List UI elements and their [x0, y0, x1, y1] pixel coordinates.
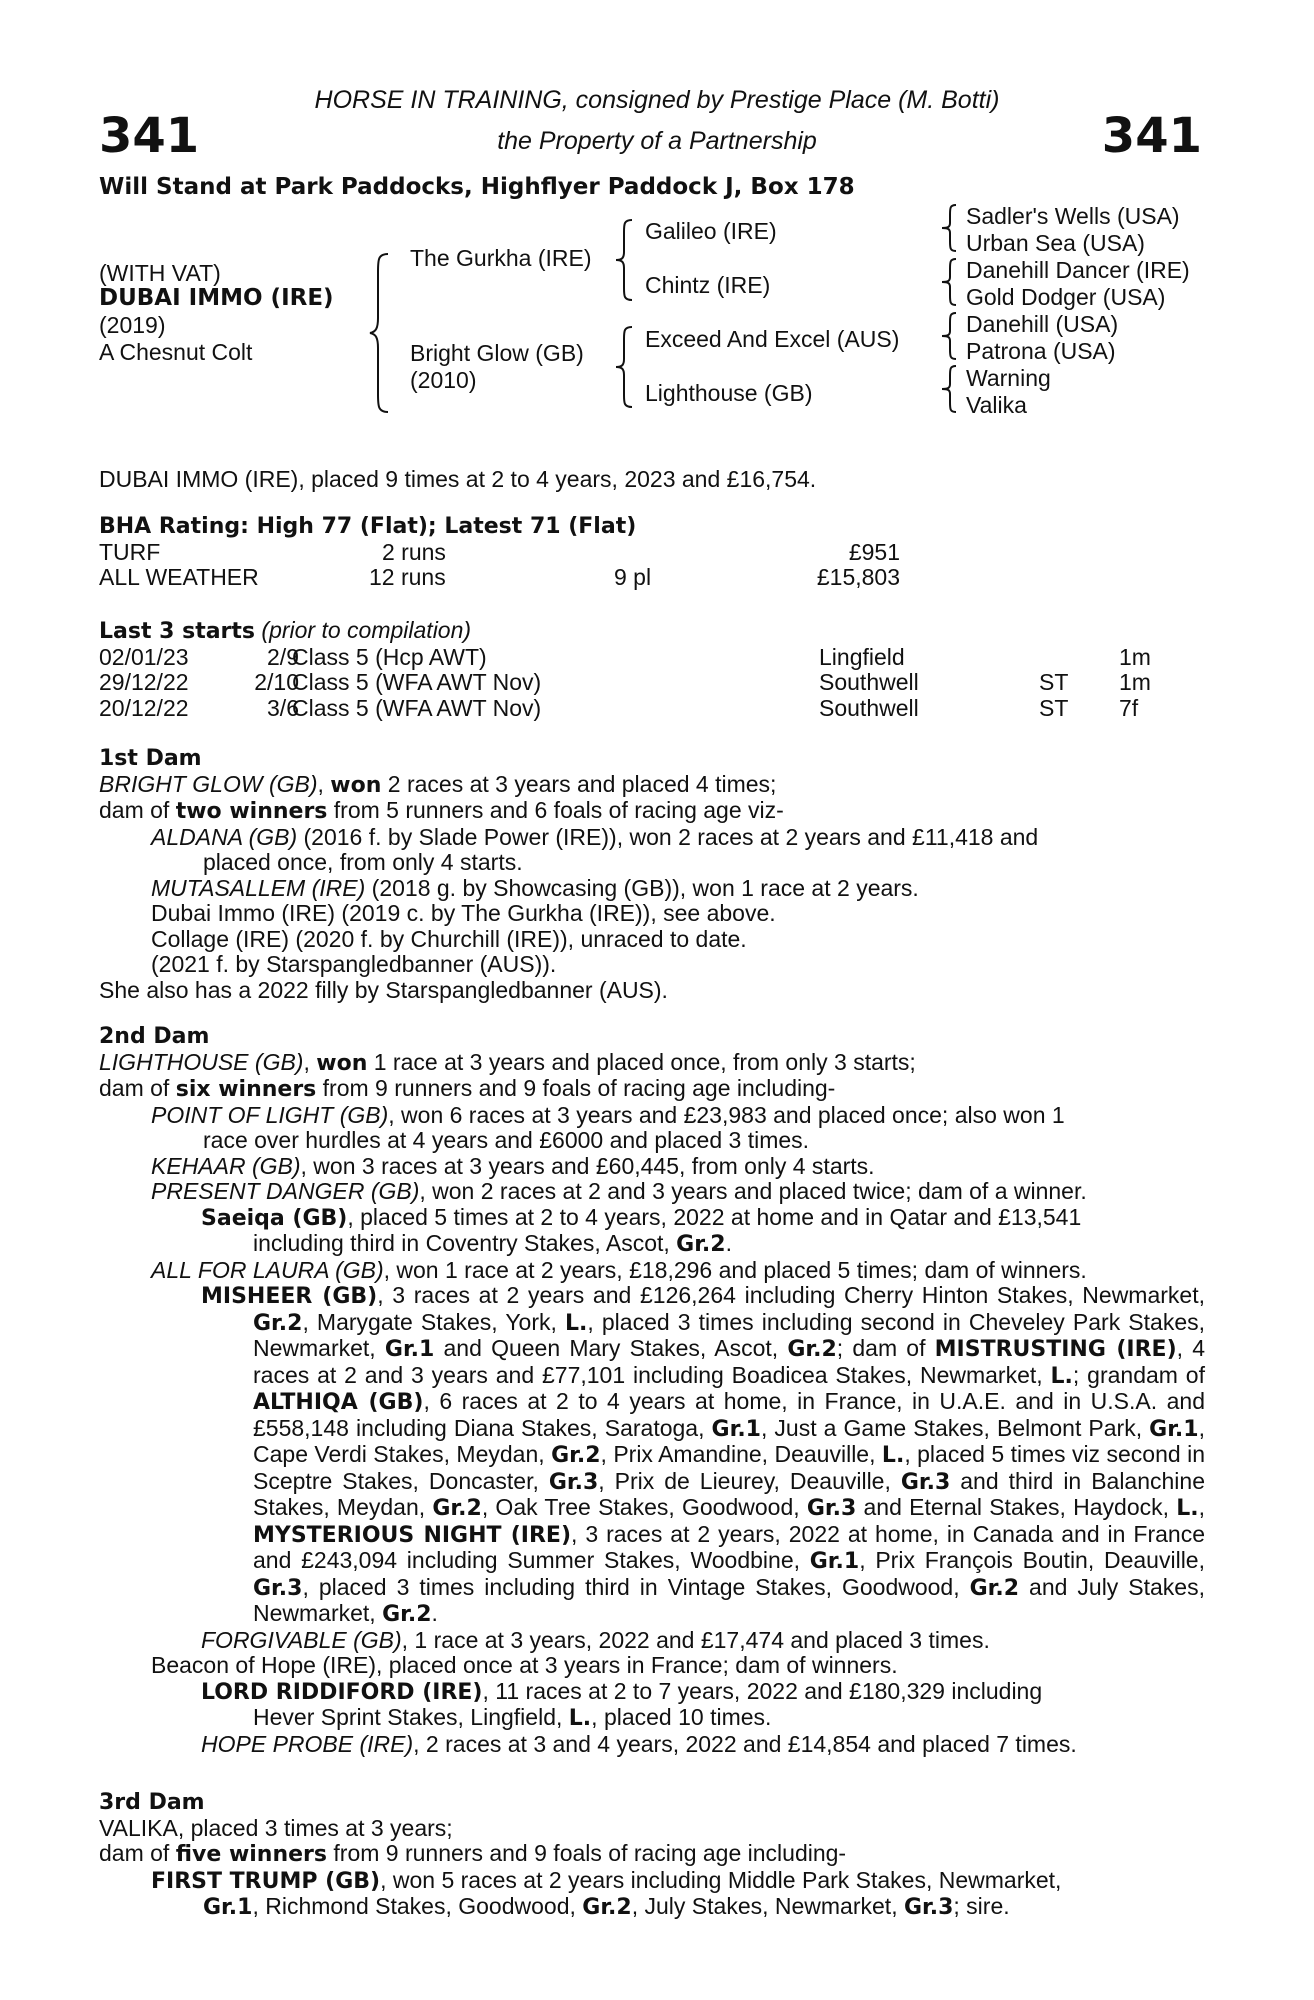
offspring-entry: [99, 876, 1205, 902]
misheer-text: , Just a Game Stakes, Belmont Park,: [760, 1414, 1150, 1441]
offspring-text: (2016 f. by Slade Power (IRE)), won 2 races at 2 years and £11,418 and: [297, 823, 1039, 850]
misheer-entry: [99, 1283, 1205, 1628]
winners-count: five winners: [175, 1842, 328, 1867]
misheer-text: and third in Balanchine Stakes, Meydan,: [253, 1467, 1205, 1520]
misheer-text: , placed 3 times including second in Cheveley Park Stakes, Newmarket,: [253, 1308, 1206, 1361]
won-label: won: [330, 772, 382, 798]
start-course: Southwell: [819, 694, 919, 721]
start-date: 20/12/22: [99, 694, 189, 721]
dam-name: BRIGHT GLOW (GB): [99, 770, 318, 797]
misheer-text: ,: [1198, 1494, 1206, 1520]
offspring-name: MISTRUSTING (IRE): [934, 1337, 1177, 1362]
offspring-name: FORGIVABLE (GB): [201, 1626, 402, 1653]
first-dam-title: 1st Dam: [99, 746, 202, 771]
start-race: Class 5 (WFA AWT Nov): [292, 669, 542, 695]
pedigree-dam-sire: Exceed And Excel (AUS): [645, 326, 900, 352]
misheer-text: , Prix de Lieurey, Deauville,: [598, 1467, 901, 1494]
last-starts-note: (prior to compilation): [261, 617, 472, 643]
offspring-entry: [99, 1258, 1205, 1284]
offspring-name: POINT OF LIGHT (GB): [151, 1101, 389, 1128]
pedigree-dam-dam: Lighthouse (GB): [645, 380, 813, 406]
rating-surface: ALL WEATHER: [99, 564, 259, 590]
misheer-text: , Marygate Stakes, York,: [302, 1308, 565, 1335]
consignor-line: HORSE IN TRAINING, consigned by Prestige Place (M. Botti): [314, 86, 1000, 114]
offspring-text-end: .: [725, 1230, 732, 1256]
misheer-text: and Queen Mary Stakes, Ascot,: [434, 1335, 788, 1361]
offspring-text-cont: including third in Coventry Stakes, Ascot,: [253, 1230, 677, 1256]
offspring-text-cont: Hever Sprint Stakes, Lingfield,: [253, 1704, 569, 1730]
misheer-text: , placed 3 times including third in Vintage Stakes, Goodwood,: [302, 1573, 970, 1600]
offspring-name: FIRST TRUMP (GB): [151, 1868, 381, 1894]
grade-label: L.: [1176, 1496, 1199, 1521]
pedigree-brace-5: [940, 257, 960, 307]
misheer-text: , Prix François Boutin, Deauville,: [859, 1547, 1205, 1573]
start-distance: 7f: [1119, 694, 1139, 721]
offspring-text-cont: ; sire.: [953, 1893, 1010, 1919]
pedigree-g3-8: Valika: [966, 392, 1027, 418]
start-course: Lingfield: [819, 643, 905, 670]
pedigree-sire-sire: Galileo (IRE): [645, 218, 777, 244]
rating-earnings: £15,803: [816, 564, 900, 590]
first-dam-section: 1st Dam BRIGHT GLOW (GB), won 2 races at 3 years and placed 4 times; dam of two winners from 5 runners and 6 foals of racing age viz- ALDANA (GB) (2016 f. by Slade Power (IRE)), won 2 races at 2 years and £11,418 and placed once, from only 4 starts. MUTASALLEM (IRE) (2018 g. by Showcasing (GB)), won 1 race at 2 years. Dubai Immo (IRE) (2019 c. by The Gurkha (IRE)), see above. Collage (IRE) (2020 f. by Churchill (IRE)), unraced to date. (2021 f. by Starspangledbanner (AUS)). She also has a 2022 filly by Starspangledbanner (AUS).: [99, 746, 1205, 1003]
horse-year: (2019): [99, 312, 166, 338]
start-race: Class 5 (Hcp AWT): [292, 643, 487, 670]
horse-description: A Chesnut Colt: [99, 339, 253, 365]
offspring-text: Collage (IRE) (2020 f. by Churchill (IRE)), unraced to date.: [151, 925, 747, 952]
offspring-text-end: , placed 10 times.: [591, 1704, 772, 1730]
pedigree-sire: The Gurkha (IRE): [410, 245, 592, 271]
start-position: 2/9: [267, 643, 299, 670]
grade-label: Gr.1: [711, 1416, 761, 1442]
misheer-text: ; grandam of: [1072, 1361, 1205, 1388]
rating-earnings: £951: [848, 538, 900, 565]
pedigree-g3-7: Warning: [966, 365, 1051, 391]
pedigree-g3-4: Gold Dodger (USA): [966, 284, 1166, 310]
property-line: the Property of a Partnership: [497, 127, 817, 155]
grade-label: Gr.1: [203, 1895, 253, 1920]
offspring-text: (2018 g. by Showcasing (GB)), won 1 race at 2 years.: [365, 874, 919, 901]
dam-produce-record: from 9 runners and 9 foals of racing age including-: [316, 1075, 836, 1101]
pedigree-g3-1: Sadler's Wells (USA): [966, 203, 1180, 229]
pedigree-g3-5: Danehill (USA): [966, 311, 1119, 337]
last-starts-title: Last 3 starts: [99, 619, 256, 644]
start-row: [99, 696, 1205, 722]
start-date: 02/01/23: [99, 643, 189, 670]
grade-label: Gr.1: [1149, 1416, 1199, 1442]
misheer-text: , Cape Verdi Stakes, Meydan,: [253, 1414, 1205, 1467]
misheer-text: , 6 races at 2 to 4 years at home, in France, in U.A.E. and in U.S.A. and £558,148 including Diana Stakes, Saratoga,: [253, 1388, 1205, 1441]
offspring-entry: [99, 1103, 1205, 1154]
dam-produce-record: from 9 runners and 9 foals of racing age including-: [327, 1840, 847, 1866]
race-summary: DUBAI IMMO (IRE), placed 9 times at 2 to 4 years, 2023 and £16,754.: [99, 466, 817, 492]
offspring-text: , placed 5 times at 2 to 4 years, 2022 at home and in Qatar and £13,541: [347, 1203, 1082, 1230]
misheer-text: , 3 races at 2 years, 2022 at home, in Canada and in France and £243,094 including Summer Stakes, Woodbine,: [253, 1520, 1205, 1573]
offspring-name: MISHEER (GB): [201, 1284, 378, 1309]
pedigree-g3-3: Danehill Dancer (IRE): [966, 257, 1190, 283]
start-distance: 1m: [1119, 643, 1151, 670]
rating-title: BHA Rating: High 77 (Flat); Latest 71 (Flat): [99, 514, 637, 539]
offspring-entry: Beacon of Hope (IRE), placed once at 3 years in France; dam of winners.: [151, 1652, 898, 1678]
rating-section: [99, 514, 1205, 591]
grade-label: L.: [1050, 1363, 1073, 1389]
grand-offspring-entry: [99, 1732, 1205, 1758]
start-course: Southwell: [819, 669, 919, 695]
pedigree-brace-2: [614, 218, 636, 302]
offspring-name: MYSTERIOUS NIGHT (IRE): [253, 1522, 572, 1548]
offspring-entry: [99, 952, 1205, 978]
dam-name: LIGHTHOUSE (GB): [99, 1048, 304, 1075]
pedigree-brace-7: [940, 364, 960, 414]
misheer-text: .: [431, 1600, 438, 1626]
dam-record: 2 races at 3 years and placed 4 times;: [381, 770, 777, 797]
start-race: Class 5 (WFA AWT Nov): [292, 694, 542, 721]
offspring-text: , won 1 race at 2 years, £18,296 and placed 5 times; dam of winners.: [383, 1256, 1087, 1283]
offspring-name: Saeiqa (GB): [201, 1205, 348, 1231]
grade-label: Gr.2: [969, 1575, 1020, 1601]
offspring-text: , won 6 races at 3 years and £23,983 and placed once; also won 1: [388, 1101, 1065, 1128]
grand-offspring-entry: [99, 1679, 1205, 1732]
pedigree-brace-1: [368, 252, 392, 414]
grade-label: Gr.2: [551, 1443, 601, 1468]
offspring-name: HOPE PROBE (IRE): [201, 1730, 414, 1757]
start-track: ST: [1039, 694, 1069, 721]
dam-produce-record: from 5 runners and 6 foals of racing age viz-: [327, 797, 784, 823]
offspring-entry: [99, 927, 1205, 953]
grade-label: L.: [565, 1310, 588, 1336]
pedigree-dam: Bright Glow (GB): [410, 340, 584, 366]
offspring-entry: [99, 825, 1205, 876]
rating-row-allweather: [99, 565, 1205, 591]
misheer-text: and Eternal Stakes, Haydock,: [856, 1494, 1177, 1520]
stand-location: Will Stand at Park Paddocks, Highflyer Paddock J, Box 178: [99, 174, 855, 200]
winners-count: six winners: [175, 1077, 317, 1102]
second-dam-section: 2nd Dam LIGHTHOUSE (GB), won 1 race at 3 years and placed once, from only 3 starts; dam of six winners from 9 runners and 9 foals of racing age including- POINT OF LIGHT (GB), won 6 races at 3 years and £23,983 and placed once; also won 1 race over hurdles at 4 years and £6000 and placed 3 times. KEHAAR (GB), won 3 races at 3 years and £60,445, from only 4 starts. PRESENT DANGER (GB), won 2 races at 2 and 3 years and placed twice; dam of a winner. Saeiqa (GB), placed 5 times at 2 to 4 years, 2022 at home and in Qatar and £13,541 including third in Coventry Stakes, Ascot, Gr.2. ALL FOR LAURA (GB), won 1 race at 2 years, £18,296 and placed 5 times; dam of winners. MISHEER (GB), 3 races at 2 years and £126,264 including Cherry Hinton Stakes, Newmarket, Gr.2, Marygate Stakes, York, L., placed 3 times including second in Cheveley Park Stakes, Newmarket, Gr.1 and Queen Mary Stakes, Ascot, Gr.2; dam of MISTRUSTING (IRE), 4 races at 2 and 3 years and £77,101 including Boadicea Stakes, Newmarket, L.; grandam of ALTHIQA (GB), 6 races at 2 to 4 years at home, in France, in U.A.E. and in U.S.A. and £558,148 including Diana Stakes, Saratoga, Gr.1, Just a Game Stakes, Belmont Park, Gr.1, Cape Verdi Stakes, Meydan, Gr.2, Prix Amandine, Deauville, L., placed 5 times viz second in Sceptre Stakes, Doncaster, Gr.3, Prix de Lieurey, Deauville, Gr.3 and third in Balanchine Stakes, Meydan, Gr.2, Oak Tree Stakes, Goodwood, Gr.3 and Eternal Stakes, Haydock, L., MYSTERIOUS NIGHT (IRE), 3 races at 2 years, 2022 at home, in Canada and in France and £243,094 including Summer Stakes, Woodbine, Gr.1, Prix François Boutin, Deauville, Gr.3, placed 3 times including third in Vintage Stakes, Goodwood, Gr.2 and July Stakes, Newmarket, Gr.2. FORGIVABLE (GB), 1 race at 3 years, 2022 and £17,474 and placed 3 times. Beacon of Hope (IRE), placed once at 3 years in France; dam of winners. LORD RIDDIFORD (IRE), 11 races at 2 to 7 years, 2022 and £180,329 including Hever Sprint Stakes, Lingfield, L., placed 10 times. HOPE PROBE (IRE), 2 races at 3 and 4 years, 2022 and £14,854 and placed 7 times.: [99, 1024, 1206, 1757]
third-dam-section: [99, 1790, 1205, 1921]
grade-label: Gr.1: [809, 1549, 860, 1574]
offspring-text-cont: race over hurdles at 4 years and £6000 and placed 3 times.: [203, 1127, 810, 1153]
offspring-name: PRESENT DANGER (GB): [151, 1178, 420, 1204]
grade-label: Gr.3: [903, 1895, 954, 1920]
won-label: won: [316, 1050, 368, 1076]
lot-number-left: 341: [99, 108, 200, 164]
horse-name: DUBAI IMMO (IRE): [99, 285, 334, 311]
offspring-text: , 1 race at 3 years, 2022 and £17,474 and placed 3 times.: [401, 1626, 990, 1653]
rating-surface: TURF: [99, 538, 161, 565]
dam-of-label: dam of: [99, 797, 176, 823]
rating-placed: 9 pl: [614, 564, 652, 590]
grade-label: Gr.3: [806, 1496, 857, 1521]
pedigree-g3-6: Patrona (USA): [966, 338, 1116, 364]
offspring-text-cont: , July Stakes, Newmarket,: [631, 1893, 904, 1919]
grade-label: Gr.2: [382, 1602, 432, 1627]
vat-note: (WITH VAT): [99, 260, 221, 286]
first-dam-closing: She also has a 2022 filly by Starspangledbanner (AUS).: [99, 976, 668, 1003]
lot-number-right: 341: [1101, 108, 1202, 164]
pedigree-brace-3: [614, 325, 636, 409]
offspring-text: Dubai Immo (IRE) (2019 c. by The Gurkha (IRE)), see above.: [151, 900, 776, 926]
start-track: ST: [1039, 669, 1069, 695]
offspring-text: , won 2 races at 2 and 3 years and placed twice; dam of a winner.: [419, 1178, 1087, 1204]
start-position: 2/10: [254, 669, 299, 695]
offspring-text-cont: , Richmond Stakes, Goodwood,: [252, 1893, 583, 1919]
offspring-name: ALL FOR LAURA (GB): [151, 1256, 384, 1283]
start-row: [99, 670, 1205, 696]
offspring-text: (2021 f. by Starspangledbanner (AUS)).: [151, 951, 557, 977]
offspring-text: , won 5 races at 2 years including Middle Park Stakes, Newmarket,: [380, 1866, 1062, 1893]
start-position: 3/6: [267, 694, 299, 721]
offspring-name: LORD RIDDIFORD (IRE): [201, 1679, 483, 1705]
rating-runs: 2 runs: [382, 538, 446, 565]
misheer-text: , 3 races at 2 years and £126,264 including Cherry Hinton Stakes, Newmarket,: [377, 1282, 1205, 1308]
third-dam-record: VALIKA, placed 3 times at 3 years;: [99, 1814, 453, 1841]
pedigree-g3-2: Urban Sea (USA): [966, 230, 1145, 256]
grade-label: Gr.2: [253, 1310, 303, 1336]
grade-label: Gr.2: [432, 1496, 482, 1521]
misheer-text: , Prix Amandine, Deauville,: [600, 1441, 882, 1467]
grade-label: Gr.1: [384, 1337, 435, 1362]
grand-offspring-entry: [99, 1205, 1205, 1258]
dam-of-label: dam of: [99, 1840, 176, 1866]
offspring-name: ALTHIQA (GB): [253, 1390, 424, 1415]
misheer-text: ; dam of: [836, 1335, 935, 1361]
pedigree-dam-year: (2010): [410, 367, 477, 393]
offspring-text-cont: placed once, from only 4 starts.: [203, 849, 523, 875]
offspring-text: , 2 races at 3 and 4 years, 2022 and £14,854 and placed 7 times.: [413, 1730, 1077, 1757]
offspring-entry: [99, 1154, 1205, 1180]
grade-label: L.: [881, 1443, 905, 1468]
dam-record: 1 race at 3 years and placed once, from only 3 starts;: [367, 1048, 916, 1075]
winners-count: two winners: [175, 799, 328, 824]
offspring-name: MUTASALLEM (IRE): [151, 874, 366, 901]
offspring-text: , 11 races at 2 to 7 years, 2022 and £180,329 including: [482, 1677, 1043, 1704]
second-dam-title: 2nd Dam: [99, 1024, 210, 1049]
rating-row-turf: [99, 540, 1205, 566]
start-distance: 1m: [1119, 669, 1151, 695]
misheer-text: , 4 races at 2 and 3 years and £77,101 including Boadicea Stakes, Newmarket,: [253, 1335, 1205, 1388]
offspring-entry: [99, 901, 1205, 927]
rating-runs: 12 runs: [369, 564, 446, 590]
offspring-name: KEHAAR (GB): [151, 1152, 301, 1179]
grade-label: Gr.3: [253, 1575, 303, 1601]
pedigree-sire-dam: Chintz (IRE): [645, 272, 771, 298]
last-starts-section: [99, 618, 1205, 721]
start-row: [99, 645, 1205, 671]
grade-label: Gr.3: [900, 1469, 951, 1495]
misheer-text: and July Stakes, Newmarket,: [253, 1573, 1205, 1626]
pedigree-brace-6: [940, 311, 960, 361]
misheer-text: , placed 5 times viz second in Sceptre Stakes, Doncaster,: [253, 1441, 1205, 1494]
grade-label: Gr.2: [676, 1232, 726, 1257]
pedigree-brace-4: [940, 203, 960, 253]
grade-label: L.: [568, 1706, 592, 1731]
dam-of-label: dam of: [99, 1075, 176, 1101]
offspring-entry: [99, 1179, 1205, 1205]
grade-label: Gr.2: [582, 1895, 632, 1920]
offspring-entry: [99, 1868, 1205, 1921]
start-date: 29/12/22: [99, 669, 189, 695]
grand-offspring-entry: [99, 1628, 1205, 1654]
grade-label: Gr.3: [548, 1469, 599, 1495]
grade-label: Gr.2: [787, 1337, 837, 1362]
offspring-name: ALDANA (GB): [151, 823, 298, 850]
third-dam-title: 3rd Dam: [99, 1790, 205, 1815]
offspring-text: , won 3 races at 3 years and £60,445, from only 4 starts.: [300, 1152, 875, 1179]
misheer-text: , Oak Tree Stakes, Goodwood,: [481, 1494, 807, 1520]
